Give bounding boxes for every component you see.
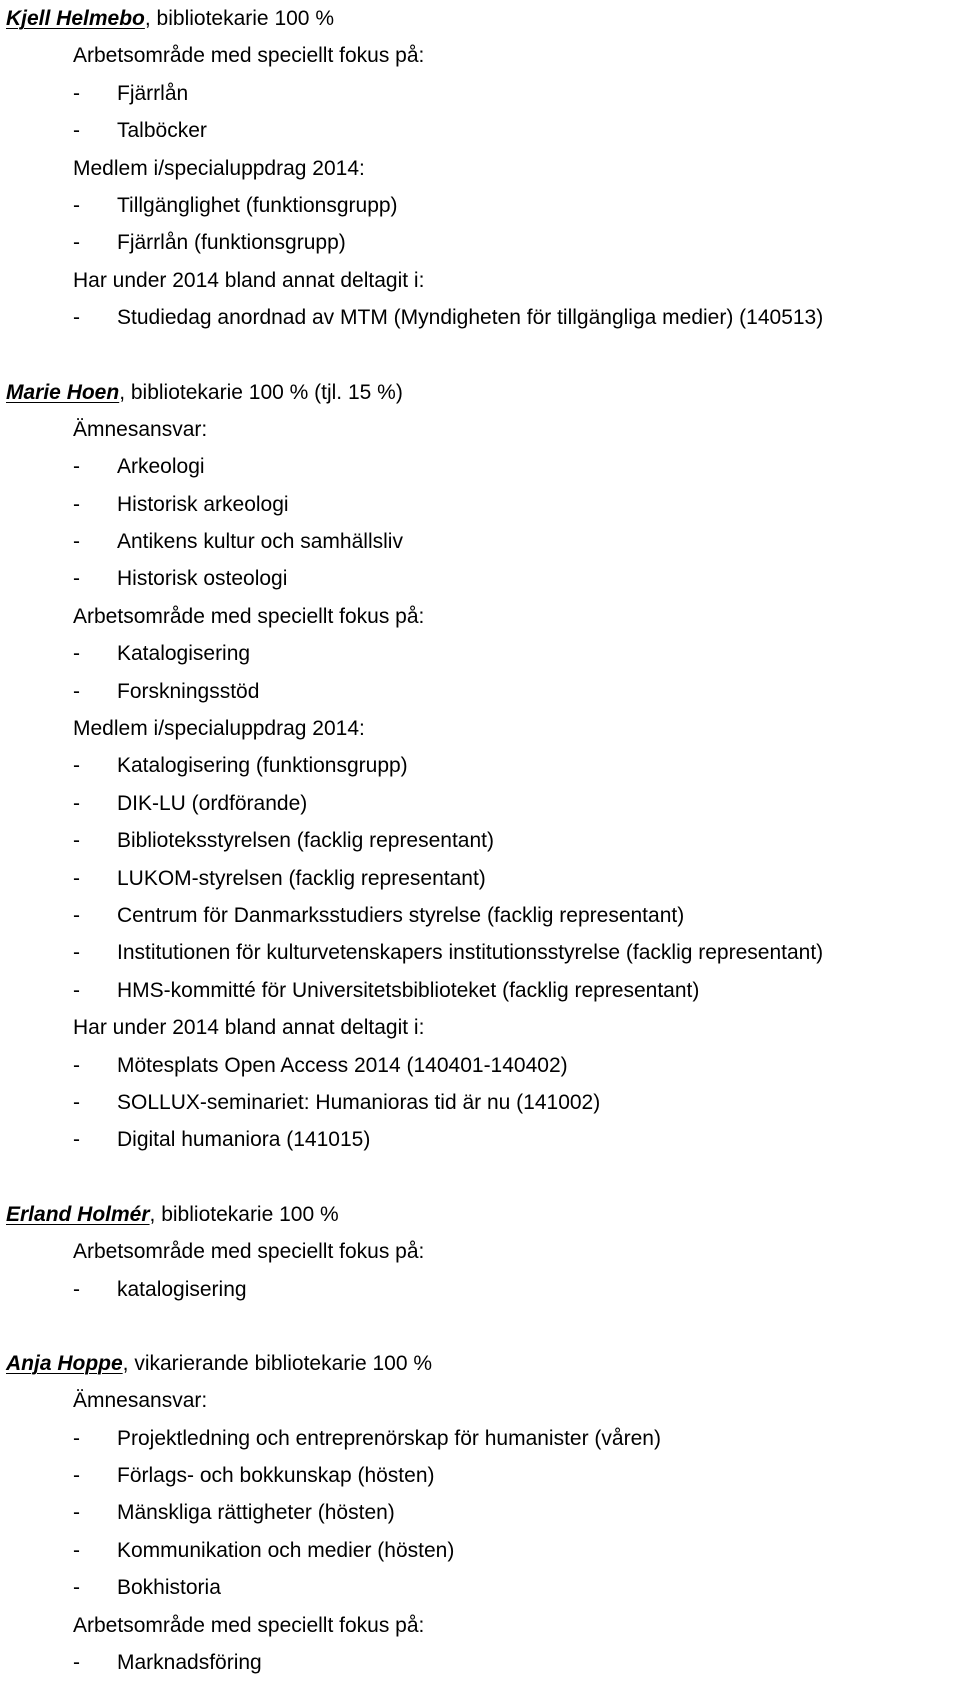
list-item-text: Digital humaniora (141015) xyxy=(117,1128,371,1152)
person-entry xyxy=(0,1196,960,1308)
list-item xyxy=(0,1271,960,1308)
section-heading: Medlem i/specialuppdrag 2014: xyxy=(73,156,365,180)
list-item xyxy=(0,1644,960,1681)
person-header xyxy=(0,0,960,37)
person-spacer xyxy=(0,1159,960,1196)
list-bullet: - xyxy=(73,492,80,516)
list-item-text: katalogisering xyxy=(117,1277,247,1301)
list-item xyxy=(0,1420,960,1457)
person-role: , bibliotekarie 100 % (tjl. 15 %) xyxy=(119,380,403,404)
section-heading: Medlem i/specialuppdrag 2014: xyxy=(73,717,365,741)
list-item xyxy=(0,1457,960,1494)
list-bullet: - xyxy=(73,567,80,591)
person-header xyxy=(0,1345,960,1382)
list-item-text: SOLLUX-seminariet: Humanioras tid är nu (141002) xyxy=(117,1090,601,1114)
list-item-text: Antikens kultur och samhällsliv xyxy=(117,530,403,554)
list-item xyxy=(0,560,960,597)
list-bullet: - xyxy=(73,679,80,703)
list-item-text: Mänskliga rättigheter (hösten) xyxy=(117,1501,395,1525)
section-heading: Har under 2014 bland annat deltagit i: xyxy=(73,268,425,292)
list-item xyxy=(0,448,960,485)
list-item-text: Historisk osteologi xyxy=(117,567,288,591)
person-name: Marie Hoen xyxy=(6,380,120,404)
list-bullet: - xyxy=(73,754,80,778)
list-item xyxy=(0,187,960,224)
list-bullet: - xyxy=(73,866,80,890)
list-item xyxy=(0,972,960,1009)
list-bullet: - xyxy=(73,642,80,666)
person-header xyxy=(0,374,960,411)
list-bullet: - xyxy=(73,903,80,927)
list-bullet: - xyxy=(73,1053,80,1077)
list-item xyxy=(0,897,960,934)
section-heading: Arbetsområde med speciellt fokus på: xyxy=(73,604,425,628)
person-spacer xyxy=(0,337,960,374)
list-item-text: LUKOM-styrelsen (facklig representant) xyxy=(117,866,486,890)
list-bullet: - xyxy=(73,1651,80,1675)
section-heading: Ämnesansvar: xyxy=(73,1389,208,1413)
list-item-text: Bokhistoria xyxy=(117,1576,221,1600)
list-item-text: DIK-LU (ordförande) xyxy=(117,791,308,815)
list-bullet: - xyxy=(73,231,80,255)
list-bullet: - xyxy=(73,791,80,815)
list-item-text: Fjärrlån xyxy=(117,81,189,105)
list-bullet: - xyxy=(73,1426,80,1450)
list-item-text: Katalogisering xyxy=(117,642,251,666)
person-role: , bibliotekarie 100 % xyxy=(149,1202,339,1226)
person-role: , vikarierande bibliotekarie 100 % xyxy=(122,1351,433,1375)
list-item xyxy=(0,860,960,897)
list-item xyxy=(0,1084,960,1121)
list-item-text: Studiedag anordnad av MTM (Myndigheten för tillgängliga medier) (140513) xyxy=(117,306,824,330)
list-item-text: Fjärrlån (funktionsgrupp) xyxy=(117,231,346,255)
list-item xyxy=(0,1532,960,1569)
section-heading: Arbetsområde med speciellt fokus på: xyxy=(73,44,425,68)
person-role: , bibliotekarie 100 % xyxy=(144,7,334,30)
list-item-text: Talböcker xyxy=(117,119,207,143)
list-item-text: Mötesplats Open Access 2014 (140401-140402) xyxy=(117,1053,568,1077)
list-item xyxy=(0,1047,960,1084)
list-item-text: Kommunikation och medier (hösten) xyxy=(117,1538,455,1562)
list-item-text: Biblioteksstyrelsen (facklig representant) xyxy=(117,829,494,853)
list-item xyxy=(0,673,960,710)
list-item xyxy=(0,1494,960,1531)
list-bullet: - xyxy=(73,1090,80,1114)
list-item xyxy=(0,1121,960,1158)
list-bullet: - xyxy=(73,455,80,479)
section-heading: Har under 2014 bland annat deltagit i: xyxy=(73,1016,425,1040)
person-entry xyxy=(0,1345,960,1681)
list-item xyxy=(0,75,960,112)
list-item-text: Förlags- och bokkunskap (hösten) xyxy=(117,1464,435,1488)
list-bullet: - xyxy=(73,1277,80,1301)
list-bullet: - xyxy=(73,1464,80,1488)
list-item-text: Historisk arkeologi xyxy=(117,492,289,516)
section-heading: Ämnesansvar: xyxy=(73,417,208,441)
list-item-text: Centrum för Danmarksstudiers styrelse (facklig representant) xyxy=(117,903,685,927)
list-item xyxy=(0,822,960,859)
list-item xyxy=(0,112,960,149)
list-item-text: Projektledning och entreprenörskap för humanister (våren) xyxy=(117,1426,661,1450)
list-item xyxy=(0,486,960,523)
list-item-text: Tillgänglighet (funktionsgrupp) xyxy=(117,193,398,217)
person-entry xyxy=(0,0,960,337)
list-bullet: - xyxy=(73,1501,80,1525)
section-heading: Arbetsområde med speciellt fokus på: xyxy=(73,1613,425,1637)
list-item xyxy=(0,934,960,971)
list-item-text: Arkeologi xyxy=(117,455,205,479)
list-bullet: - xyxy=(73,1538,80,1562)
list-item xyxy=(0,635,960,672)
person-header xyxy=(0,1196,960,1233)
list-item xyxy=(0,299,960,336)
list-item-text: Katalogisering (funktionsgrupp) xyxy=(117,754,408,778)
list-bullet: - xyxy=(73,978,80,1002)
list-bullet: - xyxy=(73,81,80,105)
list-item-text: HMS-kommitté för Universitetsbiblioteket (facklig representant) xyxy=(117,978,700,1002)
list-item xyxy=(0,523,960,560)
list-bullet: - xyxy=(73,193,80,217)
list-bullet: - xyxy=(73,530,80,554)
list-item-text: Institutionen för kulturvetenskapers institutionsstyrelse (facklig representant) xyxy=(117,941,824,965)
list-item-text: Forskningsstöd xyxy=(117,679,260,703)
person-name: Kjell Helmebo xyxy=(6,7,145,30)
list-item xyxy=(0,224,960,261)
list-item xyxy=(0,1569,960,1606)
person-name: Anja Hoppe xyxy=(6,1351,123,1375)
list-item xyxy=(0,785,960,822)
list-bullet: - xyxy=(73,306,80,330)
list-bullet: - xyxy=(73,941,80,965)
list-bullet: - xyxy=(73,1576,80,1600)
list-bullet: - xyxy=(73,119,80,143)
person-name: Erland Holmér xyxy=(6,1202,150,1226)
section-heading: Arbetsområde med speciellt fokus på: xyxy=(73,1240,425,1264)
list-bullet: - xyxy=(73,1128,80,1152)
person-entry xyxy=(0,374,960,1159)
person-spacer xyxy=(0,1308,960,1345)
list-item-text: Marknadsföring xyxy=(117,1651,262,1675)
list-item xyxy=(0,747,960,784)
list-bullet: - xyxy=(73,829,80,853)
